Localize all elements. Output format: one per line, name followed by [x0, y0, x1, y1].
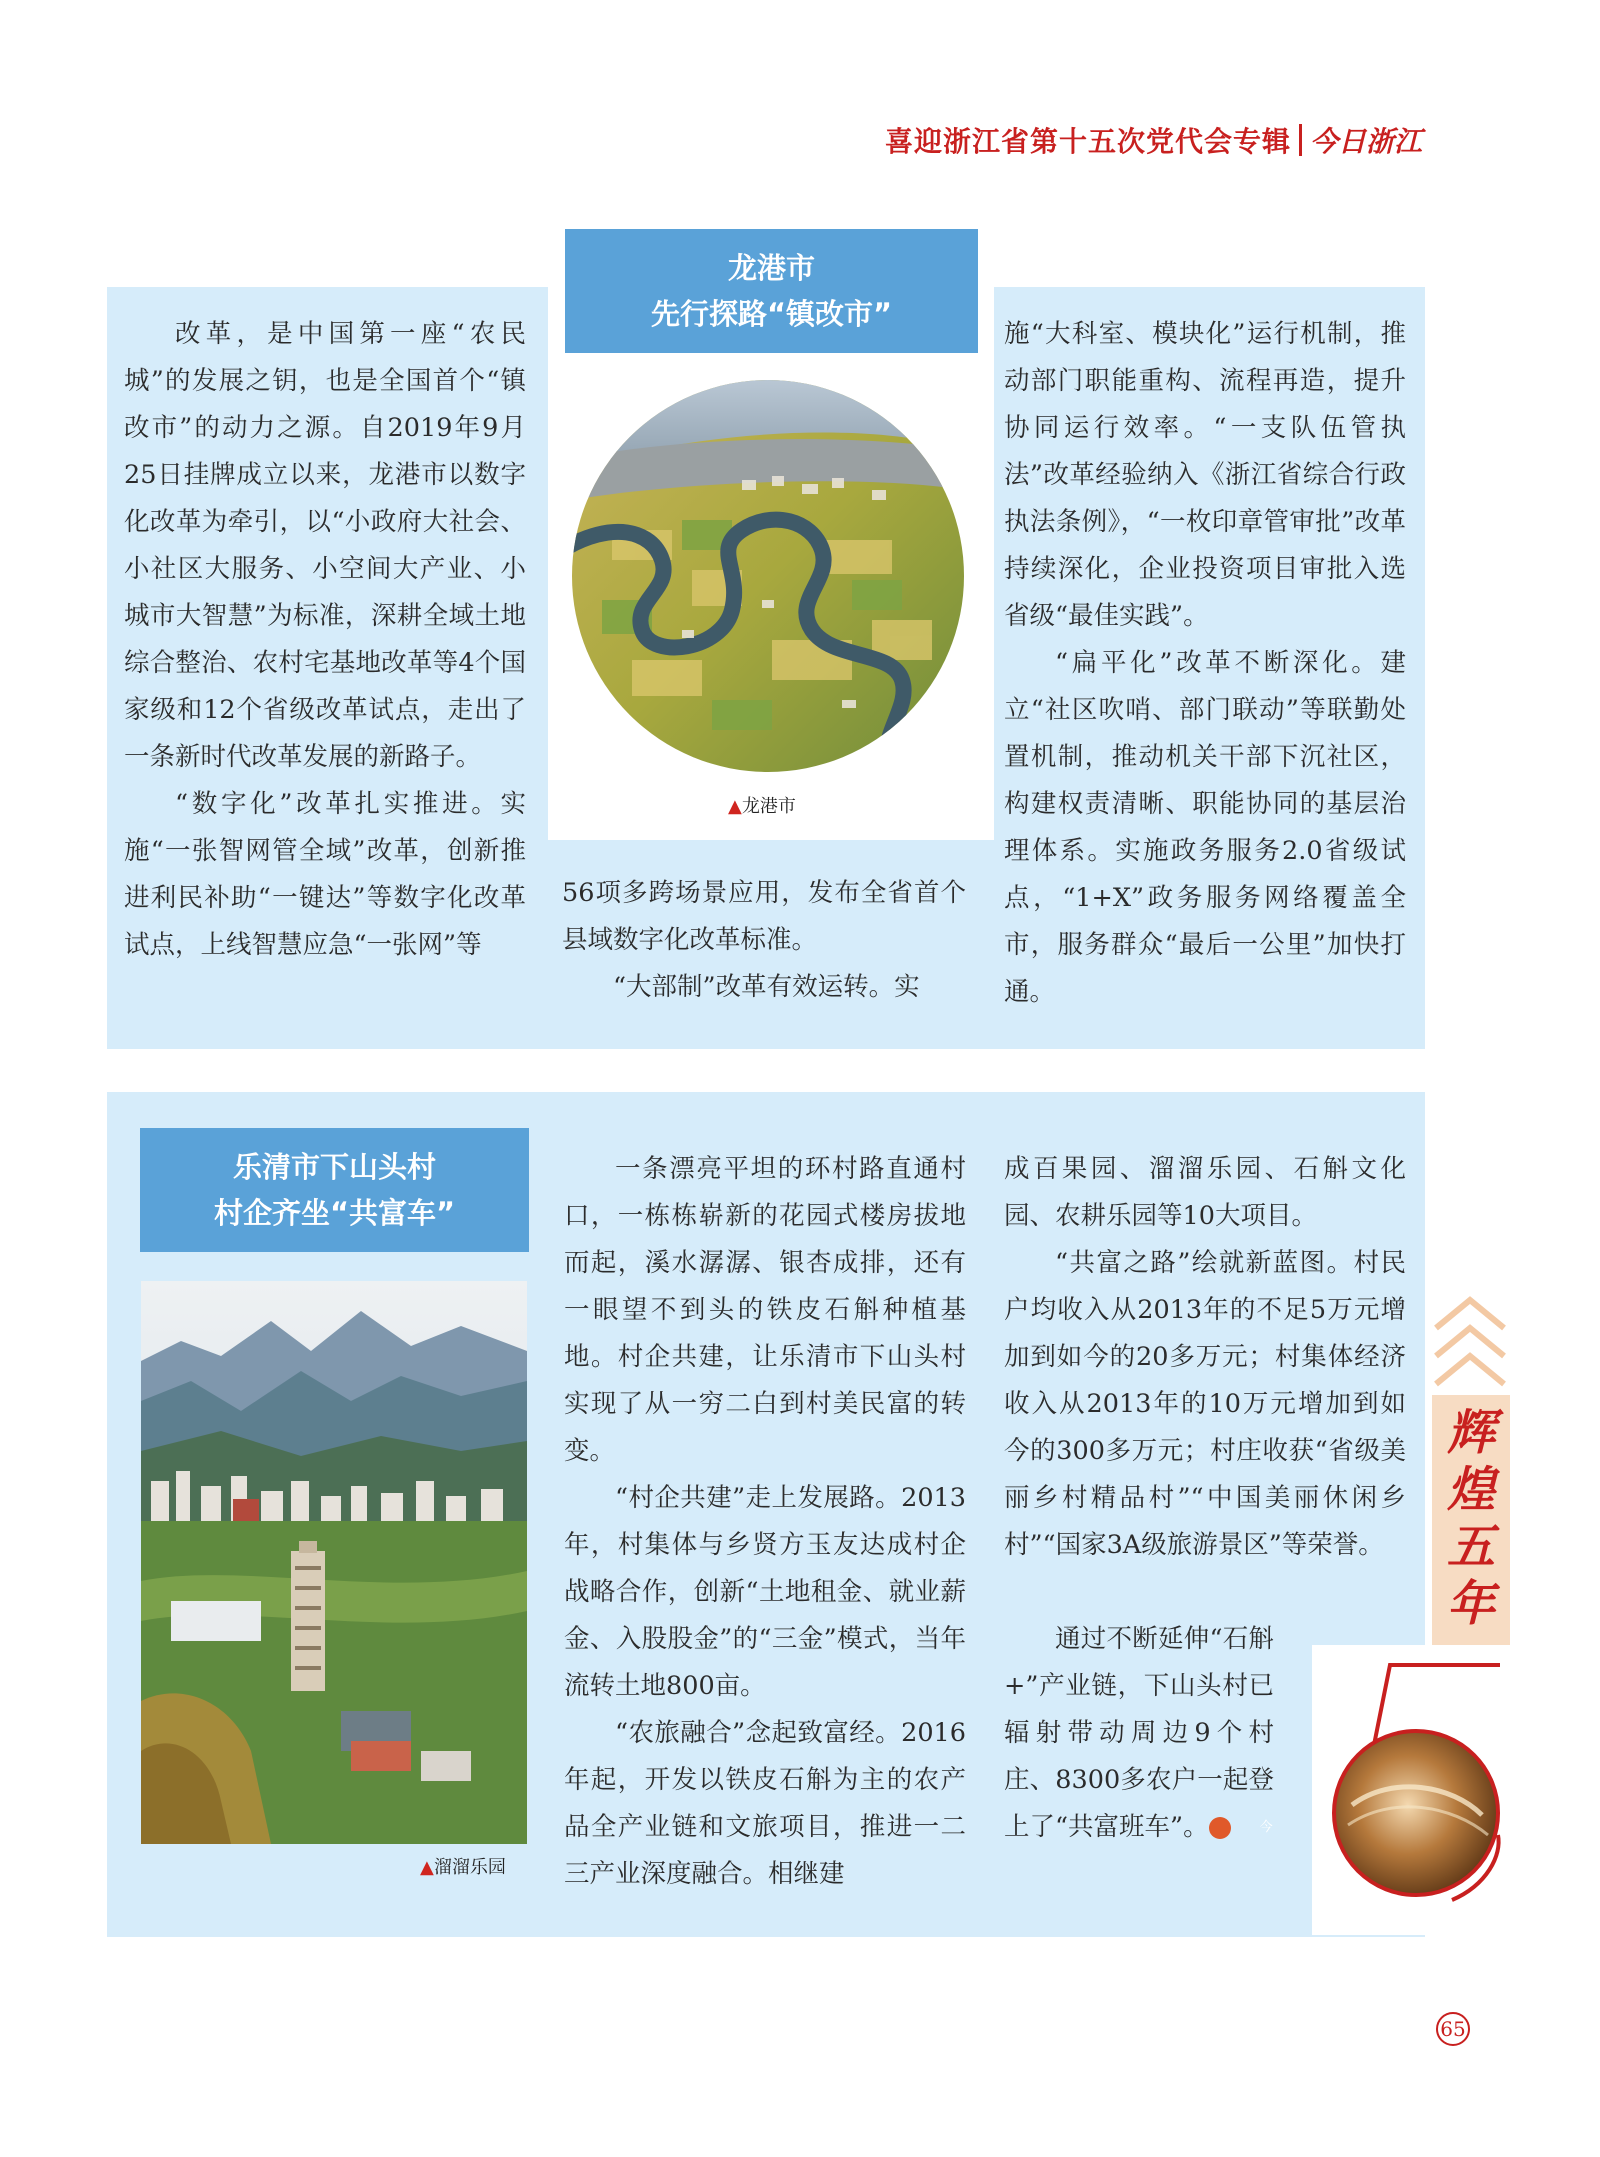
bottom-article-title [140, 1128, 529, 1252]
five-years-emblem-icon [1312, 1645, 1512, 1935]
top-article-title [565, 229, 978, 353]
top-col1-para1: 改革，是中国第一座“农民城”的发展之钥，也是全国首个“镇改市”的动力之源。自2019年9月25日挂牌成立以来，龙港市以数字化改革为牵引，以“小政府大社会、小社区大服务、小空间大产业、小城市大智慧”为标准，深耕全域土地综合整治、农村宅基地改革等4个国家级和12个省级改革试点，走出了一条新时代改革发展的新路子。 [124, 319, 526, 772]
header-title: 喜迎浙江省第十五次党代会专辑 [884, 125, 1291, 158]
side-tab-char-1: 辉 [1446, 1405, 1495, 1461]
top-column-3 [1004, 311, 1406, 1016]
page-header [885, 118, 1422, 162]
side-tab-char-3: 五 [1446, 1519, 1495, 1575]
top-col1-para2: “数字化”改革扎实推进。实施“一张智网管全域”改革，创新推进利民补助“一键达”等数字化改革试点，上线智慧应急“一张网”等 [124, 789, 526, 960]
section-side-tab [1432, 1395, 1510, 1647]
top-photo-caption [728, 792, 796, 818]
top-title-line2: 先行探路“镇改市” [650, 297, 893, 331]
top-col3-para2: “扁平化”改革不断深化。建立“社区吹哨、部门联动”等联勤处置机制，推动机关干部下沉社区，构建权责清晰、职能协同的基层治理体系。实施政务服务2.0省级试点，“1+X”政务服务网络覆盖全市，服务群众“最后一公里”加快打通。 [1004, 648, 1406, 1007]
top-title-line1: 龙港市 [727, 251, 815, 285]
caption-triangle-icon: ▲ [420, 1857, 434, 1878]
bottom-col2-para1: 一条漂亮平坦的环村路直通村口，一栋栋崭新的花园式楼房拔地而起，溪水潺潺、银杏成排，还有一眼望不到头的铁皮石斛种植基地。村企共建，让乐清市下山头村实现了从一穷二白到村美民富的转变。 [564, 1154, 966, 1466]
top-column-1 [124, 311, 526, 969]
bottom-title-line2: 村企齐坐“共富车” [213, 1196, 456, 1230]
top-col3-para1: 施“大科室、模块化”运行机制，推动部门职能重构、流程再造，提升协同运行效率。“一支队伍管执法”改革经验纳入《浙江省综合行政执法条例》，“一枚印章管审批”改革持续深化，企业投资项目审批入选省级“最佳实践”。 [1004, 319, 1406, 631]
bottom-column-3b [1004, 1616, 1274, 1851]
top-column-2 [562, 870, 966, 1011]
top-col2-para2: “大部制”改革有效运转。实 [613, 972, 920, 1002]
bottom-col2-para2: “村企共建”走上发展路。2013年，村集体与乡贤方玉友达成村企战略合作，创新“土地租金、就业薪金、入股股金”的“三金”模式，当年流转土地800亩。 [564, 1483, 966, 1701]
liuliu-park-photo [141, 1281, 527, 1844]
page-number: 65 [1436, 2012, 1470, 2046]
top-caption-text: 龙港市 [741, 796, 796, 817]
top-col2-para1: 56项多跨场景应用，发布全省首个县域数字化改革标准。 [562, 878, 966, 955]
longgang-aerial-photo [572, 380, 964, 772]
bottom-column-3a [1004, 1146, 1406, 1569]
bottom-caption-text: 溜溜乐园 [433, 1857, 506, 1878]
bottom-title-line1: 乐清市下山头村 [232, 1150, 436, 1184]
bottom-photo-caption [420, 1853, 506, 1879]
chevron-up-icon [1430, 1288, 1510, 1388]
header-divider [1299, 124, 1302, 156]
side-tab-char-2: 煌 [1446, 1462, 1495, 1518]
bottom-column-2 [564, 1146, 966, 1898]
article-end-icon: 今 [1209, 1817, 1231, 1839]
side-tab-char-4: 年 [1446, 1576, 1495, 1632]
bottom-col3-para1: 成百果园、溜溜乐园、石斛文化园、农耕乐园等10大项目。 [1004, 1154, 1406, 1231]
bottom-col3-para3 [1004, 1616, 1274, 1851]
bottom-col3-para3-text: 通过不断延伸“石斛+”产业链，下山头村已辐射带动周边9个村庄、8300多农户一起登上了“共富班车”。 [1004, 1624, 1274, 1842]
magazine-logo: 今日浙江 [1309, 125, 1422, 158]
bottom-col2-para3: “农旅融合”念起致富经。2016年起，开发以铁皮石斛为主的农产品全产业链和文旅项目，推进一二三产业深度融合。相继建 [564, 1718, 966, 1889]
caption-triangle-icon: ▲ [728, 796, 742, 817]
bottom-col3-para2: “共富之路”绘就新蓝图。村民户均收入从2013年的不足5万元增加到如今的20多万元；村集体经济收入从2013年的10万元增加到如今的300多万元；村庄收获“省级美丽乡村精品村”“中国美丽休闲乡村”“国家3A级旅游景区”等荣誉。 [1004, 1248, 1406, 1560]
